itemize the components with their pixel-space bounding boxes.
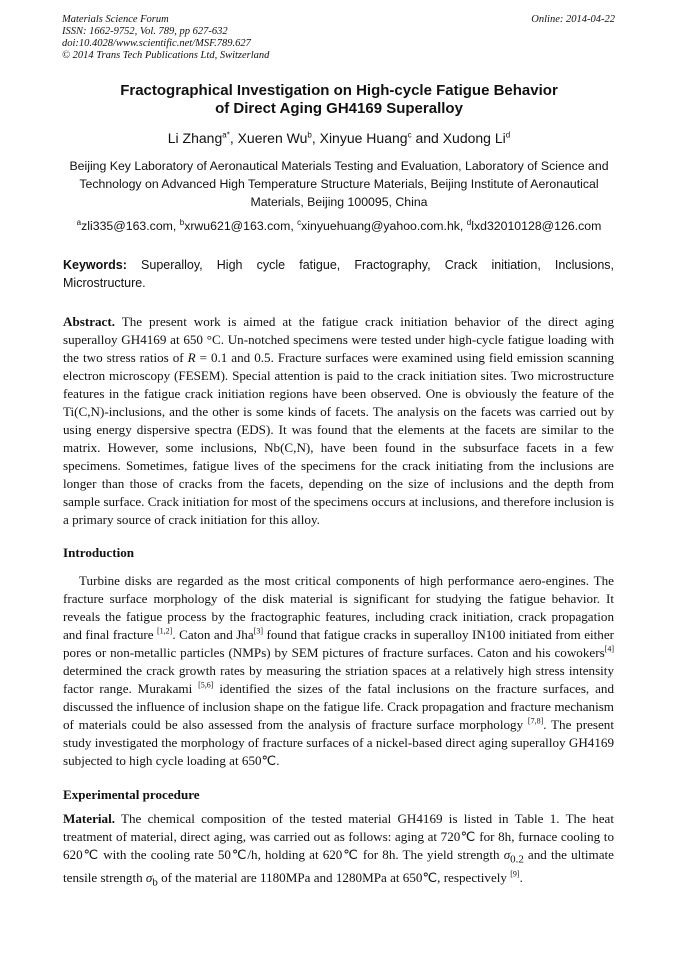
copyright: © 2014 Trans Tech Publications Ltd, Switzerland [62,50,270,61]
abstract-text-2: = 0.1 and 0.5. Fracture surfaces were examined using field emission scanning electron microscopy (FESEM). Special attention is paid to the crack initiation sites. Two microstructure features in the fatigue crack initiation regions have been observed. One is obviously the feature of the Ti(C,N)-inclusions, and the other is some kinds of facets. The analysis on the facets was carried out by using energy dispersive spectra (EDS). It was found that the elements at the facets are similar to the matrix. However, some inclusions, Nb(C,N), have been found in the subsurface facets in a few specimens. Sometimes, fatigue lives of the specimens for the crack initiating from the inclusions are longer than those of cracks from the facets, depending on the size of inclusions and the depth from sample surface. Crack initiation for most of the specimens occurs at inclusions, and therefore inclusion is a primary source of crack initiation for this alloy. [63,350,614,527]
experimental-heading: Experimental procedure [63,787,200,802]
material-text-4: . [519,869,523,885]
sigma-symbol-1: σ [503,847,511,862]
title-line-2: of Direct Aging GH4169 Superalloy [215,100,463,117]
citation-2[interactable]: [3] [253,626,263,636]
citation-5[interactable]: [7,8] [527,716,544,726]
material-label: Material. [63,811,115,826]
email-3-sup: c [297,217,302,227]
material-paragraph [63,810,614,891]
email-1[interactable]: zli335@163.com, [81,219,180,233]
email-3[interactable]: xinyuehuang@yahoo.com.hk, [301,219,467,233]
email-4[interactable]: lxd32010128@126.com [471,219,602,233]
sigma-symbol-2: σ [145,869,153,885]
author-1: Li Zhang [167,130,223,146]
email-4-sup: d [466,217,472,227]
affiliation-line-2: Technology on Advanced High Temperature Structure Materials, Beijing Institute of Aeronautical [79,177,599,191]
material-text-3: of the material are 1180MPa and 1280MPa at 650℃, respectively [157,869,511,885]
material-text-1: The chemical composition of the tested material GH4169 is listed in Table 1. The heat treatment of material, direct aging, was carried out as follows: aging at 720℃ for 8h, furnace cooling to 620℃ with the cooling rate 50℃/h, holding at 620℃ for 8h. The yield strength [63,811,614,862]
author-4-sup: d [505,130,511,140]
citation-4[interactable]: [5,6] [198,680,214,690]
abstract-text-1: The present work is aimed at the fatigue crack initiation behavior of the direct aging superalloy GH4169 at 650 °C. Un-notched specimens were tested under high-cycle fatigue loading with the two stress ratios of [63,314,614,365]
paper-title [0,82,678,118]
intro-text-1: Turbine disks are regarded as the most critical components of high performance aero-engines. The fracture surface morphology of the disk material is significant for studying the fatigue behavior. It reveals the fatigue process by the fractographic features, including crack initiation, crack propagation and final fracture [63,573,614,642]
citation-1[interactable]: [1,2] [157,626,173,636]
intro-text-6: . The present study investigated the morphology of fracture surfaces of a nickel-based direct aging superalloy GH4169 subjected to high cycle loading at 650℃. [63,717,614,768]
email-2[interactable]: xrwu621@163.com, [184,219,298,233]
journal-name: Materials Science Forum [62,14,169,25]
author-3: , Xinyue Huang [311,130,408,146]
author-3-sup: c [407,130,412,140]
keywords-label: Keywords: [63,258,127,272]
issn: ISSN: 1662-9752, Vol. 789, pp 627-632 [62,26,228,37]
introduction-paragraph [63,572,614,770]
material-text-2: and the ultimate tensile strength [63,847,614,885]
author-2: , Xueren Wu [229,130,308,146]
intro-text-4: determined the crack growth rates by measuring the striation spaces at a relatively high stress intensity factor range. Murakami [63,663,614,696]
affiliation-line-3: Materials, Beijing 100095, China [250,195,428,209]
citation-3[interactable]: [4] [604,644,614,654]
affiliation-line-1: Beijing Key Laboratory of Aeronautical Materials Testing and Evaluation, Laboratory of Science and [69,159,609,173]
intro-text-3: found that fatigue cracks in superalloy IN100 initiated from either pores or non-metallic particles (NMPs) by SEM pictures of fracture surfaces. Caton and his cowokers [63,627,615,660]
keywords-text: Superalloy, High cycle fatigue, Fractography, Crack initiation, Inclusions, Microstructure. [63,258,614,290]
email-list [0,218,678,234]
author-2-sup: b [307,130,312,140]
affiliation [40,157,638,211]
intro-text-2: . Caton and Jha [172,627,254,642]
abstract-label: Abstract. [63,314,115,329]
abstract [63,313,614,529]
author-4: and Xudong Li [411,130,506,146]
email-1-sup: a [76,217,82,227]
citation-9[interactable]: [9] [510,869,520,879]
email-2-sup: b [179,217,185,227]
keywords [63,256,614,292]
sigma-sub-1: 0.2 [510,853,524,866]
author-list [0,129,678,147]
doi: doi:10.4028/www.scientific.net/MSF.789.627 [62,38,251,49]
author-1-sup: a* [222,130,230,140]
title-line-1: Fractographical Investigation on High-cycle Fatigue Behavior [120,82,558,99]
online-date: Online: 2014-04-22 [531,14,615,25]
introduction-heading: Introduction [63,545,135,560]
journal-header [62,14,269,62]
intro-text-5: identified the sizes of the fatal inclusions on the fracture surfaces, and discussed the influence of inclusion shape on the fatigue life. Crack propagation and fracture mechanism of materials could be also assessed from the analysis of fracture surface morphology [63,681,614,732]
sigma-sub-2: b [152,876,158,889]
abstract-r-symbol: R [187,350,196,365]
